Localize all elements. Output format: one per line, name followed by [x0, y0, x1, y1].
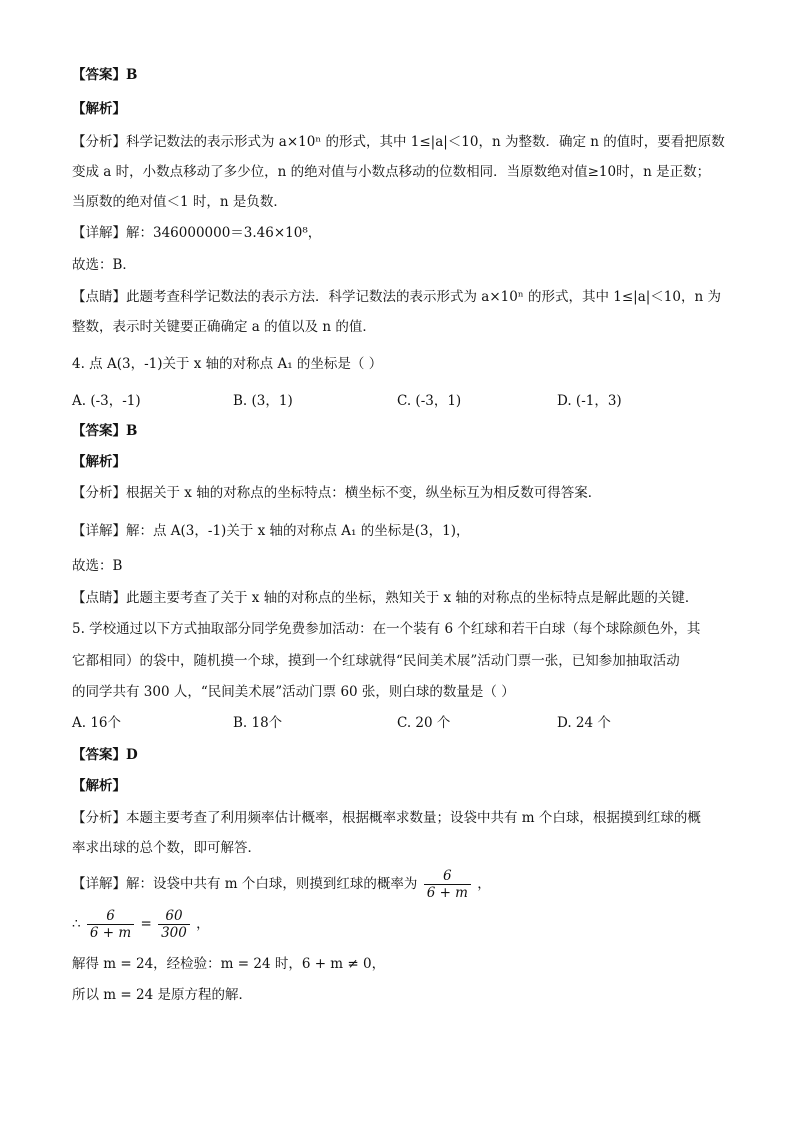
q5-analysis-heading: 【解析】	[72, 778, 126, 794]
q5-conclusion: 所以 m = 24 是原方程的解．	[72, 987, 252, 1003]
q5-detail	[72, 866, 491, 902]
q5-option-b: B. 18个	[233, 715, 283, 731]
q3-comment-line-1: 【点睛】此题考查科学记数法的表示方法．科学记数法的表示形式为 a×10ⁿ 的形式，其中 1≤|a|＜10，n 为	[72, 289, 721, 305]
equation-left-fraction	[87, 908, 134, 941]
fraction-numerator: 6	[87, 908, 134, 925]
q5-detail-text: 【详解】解：设袋中共有 m 个白球，则摸到红球的概率为	[72, 876, 418, 892]
q5-solution: 解得 m = 24，经检验：m = 24 时，6 + m ≠ 0，	[72, 956, 386, 972]
q3-comment-line-2: 整数，表示时关键要正确确定 a 的值以及 n 的值．	[72, 319, 376, 335]
q3-analysis-line-3: 当原数的绝对值＜1 时，n 是负数．	[72, 194, 287, 210]
q3-answer: 【答案】B	[72, 67, 138, 83]
equals-sign: =	[140, 916, 152, 932]
q4-detail: 【详解】解：点 A(3，-1)关于 x 轴的对称点 A₁ 的坐标是(3，1)，	[72, 523, 470, 539]
equation-comma: ，	[196, 916, 210, 932]
fraction-numerator: 60	[158, 908, 190, 925]
q3-choice: 故选：B．	[72, 257, 136, 273]
q4-analysis: 【分析】根据关于 x 轴的对称点的坐标特点：横坐标不变，纵坐标互为相反数可得答案．	[72, 485, 602, 501]
q4-answer: 【答案】B	[72, 423, 138, 439]
fraction-denominator: 300	[161, 925, 187, 941]
q4-stem: 4. 点 A(3，-1)关于 x 轴的对称点 A₁ 的坐标是（ ）	[72, 356, 383, 372]
q4-option-b: B. (3，1)	[233, 393, 293, 409]
fraction-denominator: 6 + m	[426, 885, 468, 901]
fraction-denominator: 6 + m	[89, 925, 132, 941]
q5-stem-line-1: 5. 学校通过以下方式抽取部分同学免费参加活动：在一个装有 6 个红球和若干白球（每个球除颜色外，其	[72, 621, 701, 637]
q5-option-c: C. 20 个	[397, 715, 451, 731]
q4-option-c: C. (-3，1)	[397, 393, 462, 409]
q5-answer: 【答案】D	[72, 747, 138, 763]
q5-analysis-line-2: 率求出球的总个数，即可解答．	[72, 840, 261, 856]
q5-option-a: A. 16个	[72, 715, 122, 731]
equation-right-fraction	[158, 908, 190, 941]
q5-detail-comma: ，	[477, 876, 491, 892]
q5-stem-line-3: 的同学共有 300 人，“民间美术展”活动门票 60 张，则白球的数量是（ ）	[72, 684, 515, 700]
q5-analysis-line-1: 【分析】本题主要考查了利用频率估计概率，根据概率求数量；设袋中共有 m 个白球，根据摸到红球的概	[72, 810, 701, 826]
q3-analysis-line-1: 【分析】科学记数法的表示形式为 a×10ⁿ 的形式，其中 1≤|a|＜10，n 为整数．确定 n 的值时，要看把原数	[72, 134, 725, 150]
q4-option-d: D. (-1，3)	[557, 393, 622, 409]
q5-option-d: D. 24 个	[557, 715, 611, 731]
q4-analysis-heading: 【解析】	[72, 454, 126, 470]
q3-analysis-line-2: 变成 a 时，小数点移动了多少位，n 的绝对值与小数点移动的位数相同．当原数绝对值≥10时，n 是正数；	[72, 164, 711, 180]
q4-choice: 故选：B	[72, 558, 123, 574]
q3-detail: 【详解】解：346000000＝3.46×10⁸，	[72, 225, 322, 241]
fraction-numerator: 6	[424, 868, 471, 885]
probability-fraction	[424, 868, 471, 901]
therefore-symbol: ∴	[72, 916, 81, 932]
q4-option-a: A. (-3，-1)	[72, 393, 141, 409]
q4-comment: 【点睛】此题主要考查了关于 x 轴的对称点的坐标，熟知关于 x 轴的对称点的坐标特点是解此题的关键．	[72, 590, 699, 606]
q5-stem-line-2: 它都相同）的袋中，随机摸一个球，摸到一个红球就得“民间美术展”活动门票一张，已知参加抽取活动	[72, 653, 680, 669]
q3-analysis-heading: 【解析】	[72, 101, 126, 117]
q5-equation	[72, 906, 210, 942]
